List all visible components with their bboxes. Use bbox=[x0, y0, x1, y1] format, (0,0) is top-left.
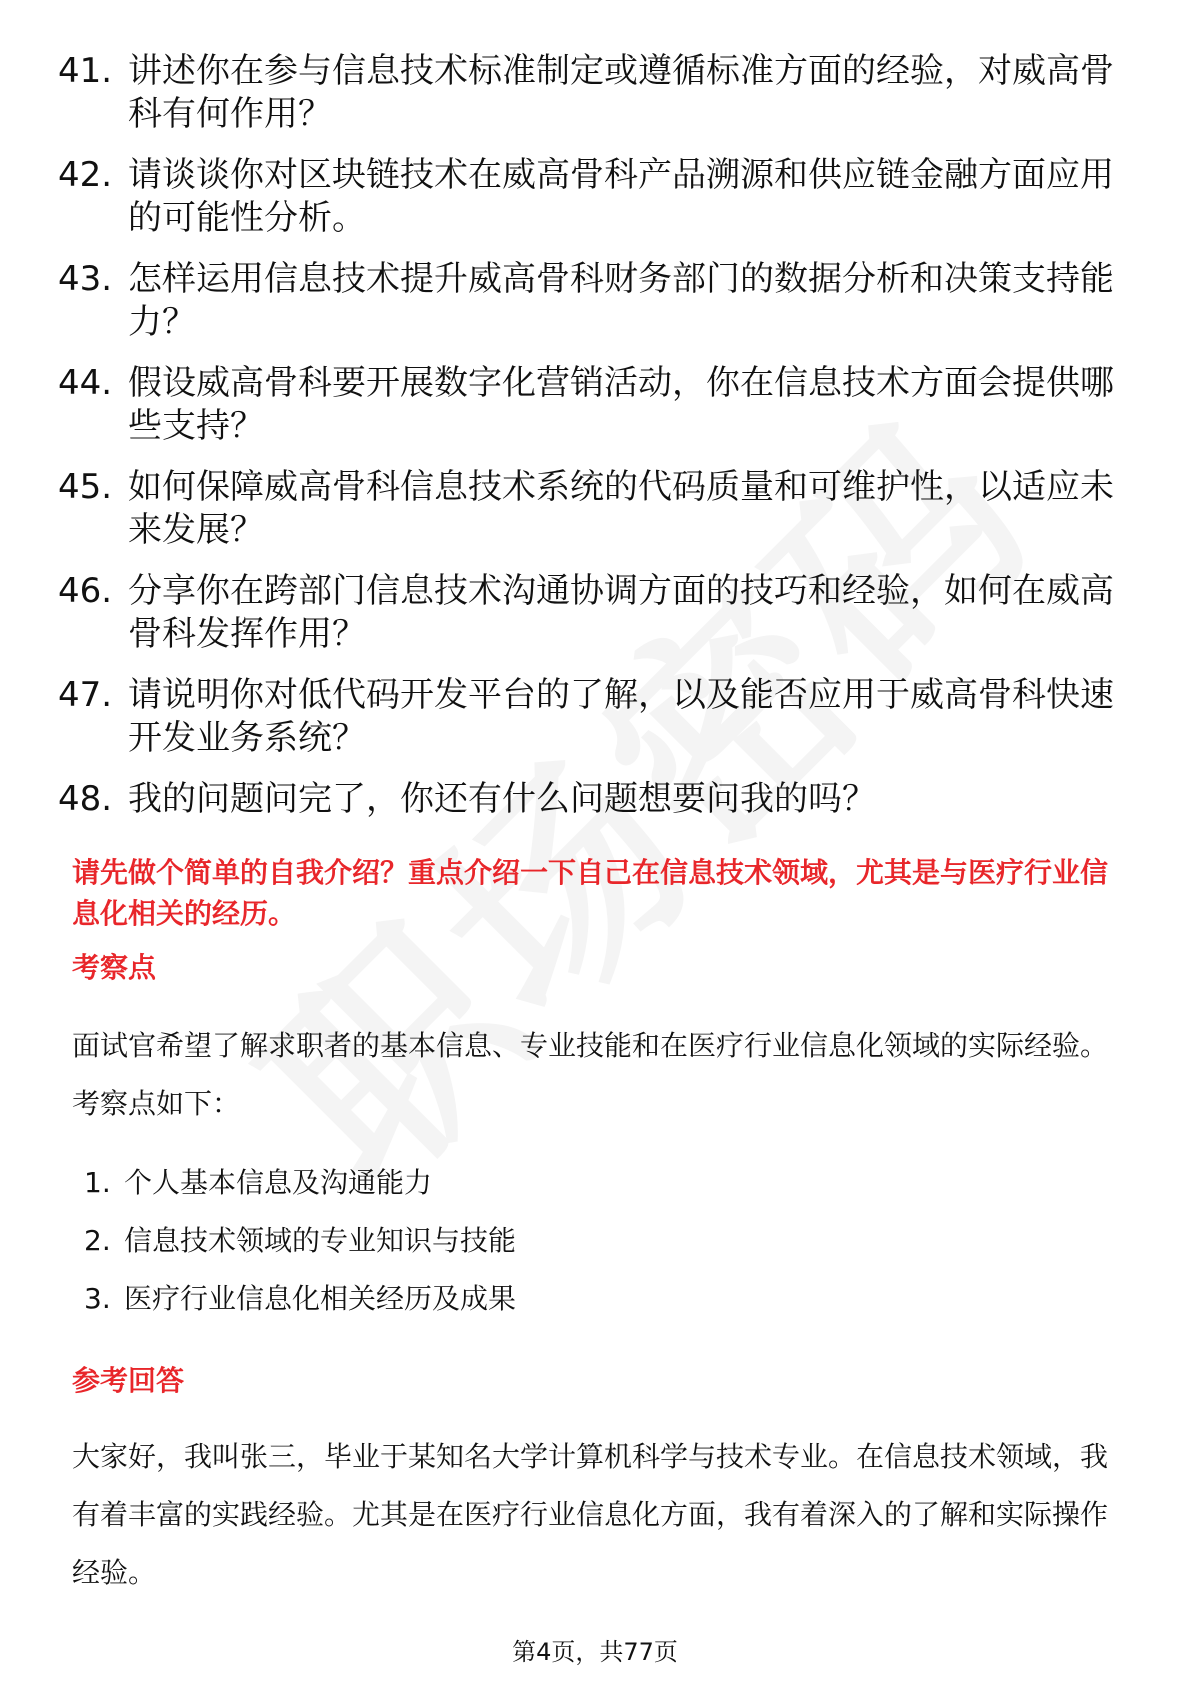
question-list bbox=[58, 50, 1118, 839]
list-item bbox=[58, 466, 1118, 552]
question-number: 47. bbox=[58, 675, 113, 715]
point-text: 个人基本信息及沟通能力 bbox=[124, 1166, 433, 1199]
list-item bbox=[58, 674, 1118, 760]
list-item bbox=[84, 1163, 984, 1203]
question-number: 42. bbox=[58, 155, 113, 195]
answer-text: 大家好，我叫张三，毕业于某知名大学计算机科学与技术专业。在信息技术领域，我有着丰富的实践经验。尤其是在医疗行业信息化方面，我有着深入的了解和实际操作经验。 bbox=[72, 1440, 1109, 1589]
question-text: 我的问题问完了，你还有什么问题想要问我的吗？ bbox=[128, 779, 876, 819]
question-number: 46. bbox=[58, 571, 113, 611]
list-item bbox=[58, 50, 1118, 136]
question-text: 分享你在跨部门信息技术沟通协调方面的技巧和经验，如何在威高骨科发挥作用？ bbox=[128, 571, 1114, 654]
points-list bbox=[84, 1163, 984, 1337]
question-number: 43. bbox=[58, 259, 113, 299]
list-item bbox=[58, 570, 1118, 656]
question-text: 假设威高骨科要开展数字化营销活动，你在信息技术方面会提供哪些支持？ bbox=[128, 363, 1114, 446]
point-number: 2. bbox=[84, 1224, 111, 1257]
question-text: 如何保障威高骨科信息技术系统的代码质量和可维护性，以适应未来发展？ bbox=[128, 467, 1114, 550]
list-item bbox=[58, 258, 1118, 344]
question-number: 48. bbox=[58, 779, 113, 819]
list-item bbox=[58, 362, 1118, 448]
page-footer: 第4页，共77页 bbox=[512, 1638, 678, 1666]
kaocha-heading: 考察点 bbox=[72, 951, 157, 984]
list-item bbox=[58, 778, 1118, 821]
question-text: 讲述你在参与信息技术标准制定或遵循标准方面的经验，对威高骨科有何作用？ bbox=[128, 51, 1114, 134]
question-number: 45. bbox=[58, 467, 113, 507]
question-number: 41. bbox=[58, 51, 113, 91]
kaocha-intro: 面试官希望了解求职者的基本信息、专业技能和在医疗行业信息化领域的实际经验。考察点如下： bbox=[72, 1029, 1109, 1120]
question-text: 请谈谈你对区块链技术在威高骨科产品溯源和供应链金融方面应用的可能性分析。 bbox=[128, 155, 1114, 238]
point-text: 信息技术领域的专业知识与技能 bbox=[124, 1224, 517, 1257]
list-item bbox=[84, 1279, 984, 1319]
point-text: 医疗行业信息化相关经历及成果 bbox=[124, 1282, 517, 1315]
point-number: 3. bbox=[84, 1282, 111, 1315]
question-number: 44. bbox=[58, 363, 113, 403]
list-item bbox=[84, 1221, 984, 1261]
list-item bbox=[58, 154, 1118, 240]
answer-heading: 参考回答 bbox=[72, 1364, 185, 1397]
section-question: 请先做个简单的自我介绍？重点介绍一下自己在信息技术领域，尤其是与医疗行业信息化相关的经历。 bbox=[72, 856, 1109, 930]
question-text: 请说明你对低代码开发平台的了解，以及能否应用于威高骨科快速开发业务系统？ bbox=[128, 675, 1114, 758]
question-text: 怎样运用信息技术提升威高骨科财务部门的数据分析和决策支持能力？ bbox=[128, 259, 1114, 342]
point-number: 1. bbox=[84, 1166, 111, 1199]
